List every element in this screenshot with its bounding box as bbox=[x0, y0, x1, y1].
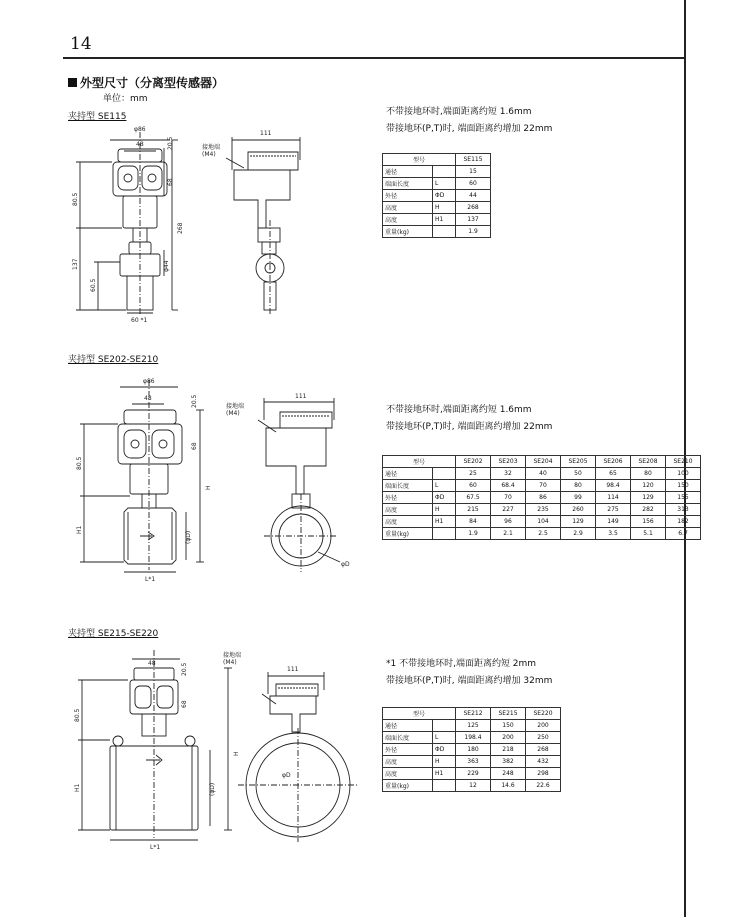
table-cell: 248 bbox=[491, 768, 526, 780]
table-cell: 86 bbox=[526, 492, 561, 504]
table-cell: H bbox=[433, 756, 456, 768]
table-cell: 70 bbox=[526, 480, 561, 492]
table-cell: 高度 bbox=[383, 768, 433, 780]
dim-label: φD bbox=[341, 561, 350, 568]
table-cell: 80 bbox=[631, 468, 666, 480]
dim-label: 接地端 bbox=[202, 144, 221, 151]
dim-label: 20.5 bbox=[191, 394, 198, 408]
drawing-se215-side bbox=[238, 672, 358, 842]
table-cell: 268 bbox=[526, 744, 561, 756]
table-cell: 高度 bbox=[383, 214, 433, 226]
table-cell: 260 bbox=[561, 504, 596, 516]
table-cell: 182 bbox=[666, 516, 701, 528]
dim-label: 137 bbox=[72, 258, 79, 270]
table-cell: 40 bbox=[526, 468, 561, 480]
table-cell: 313 bbox=[666, 504, 701, 516]
table-header-cell: SE212 bbox=[456, 708, 491, 720]
table-cell: 外径 bbox=[383, 492, 433, 504]
table-cell: L bbox=[433, 732, 456, 744]
table-cell: 高度 bbox=[383, 504, 433, 516]
table-cell: 重量(kg) bbox=[383, 780, 433, 792]
dim-label: 80.5 bbox=[76, 456, 83, 470]
table-cell: 198.4 bbox=[456, 732, 491, 744]
dim-label: 80.5 bbox=[72, 192, 79, 206]
table-cell: 65 bbox=[596, 468, 631, 480]
dim-label: H1 bbox=[76, 525, 83, 534]
table-cell: 重量(kg) bbox=[383, 226, 433, 238]
table-header-cell: SE206 bbox=[596, 456, 631, 468]
table-cell: 268 bbox=[456, 202, 491, 214]
table-header-cell: SE215 bbox=[491, 708, 526, 720]
table-cell: 6.7 bbox=[666, 528, 701, 540]
table-cell: L bbox=[433, 480, 456, 492]
dim-label: (M4) bbox=[202, 151, 216, 158]
table-cell: H bbox=[433, 202, 456, 214]
table-cell: 250 bbox=[526, 732, 561, 744]
table-cell: 432 bbox=[526, 756, 561, 768]
table-cell: 2.5 bbox=[526, 528, 561, 540]
note-line: 带接地环(P,T)时, 端面距离约增加 32mm bbox=[386, 676, 553, 686]
dim-label: (φD) bbox=[185, 530, 192, 544]
table-cell: 通径 bbox=[383, 720, 433, 732]
table-cell: 12 bbox=[456, 780, 491, 792]
table-cell: 重量(kg) bbox=[383, 528, 433, 540]
table-cell: 80 bbox=[561, 480, 596, 492]
table-header-cell: SE205 bbox=[561, 456, 596, 468]
table-cell: L bbox=[433, 178, 456, 190]
table-cell: 22.6 bbox=[526, 780, 561, 792]
table-cell: 218 bbox=[491, 744, 526, 756]
dim-label: 60 *1 bbox=[131, 317, 148, 324]
table-header-cell: SE115 bbox=[456, 154, 491, 166]
table-cell: 高度 bbox=[383, 756, 433, 768]
table-cell: 25 bbox=[456, 468, 491, 480]
dim-label: 80.5 bbox=[74, 708, 81, 722]
table-header-cell: SE210 bbox=[666, 456, 701, 468]
table-cell: 98.4 bbox=[596, 480, 631, 492]
dim-label: φ44 bbox=[163, 260, 170, 272]
table-cell: 端面长度 bbox=[383, 178, 433, 190]
dim-label: (M4) bbox=[226, 410, 240, 417]
unit-label: 单位：mm bbox=[103, 94, 148, 104]
table-cell: H1 bbox=[433, 516, 456, 528]
table-cell: 100 bbox=[666, 468, 701, 480]
dim-label: H1 bbox=[74, 783, 81, 792]
table-cell: 150 bbox=[666, 480, 701, 492]
table-header-cell: SE203 bbox=[491, 456, 526, 468]
table-cell: 229 bbox=[456, 768, 491, 780]
note-line: 带接地环(P,T)时, 端面距离约增加 22mm bbox=[386, 124, 553, 134]
table-cell: 99 bbox=[561, 492, 596, 504]
table-header-cell: SE220 bbox=[526, 708, 561, 720]
table-cell: 通径 bbox=[383, 166, 433, 178]
note-line: *1 不带接地环时,端面距离约短 2mm bbox=[386, 659, 537, 669]
section-title-se202: 夹持型 SE202-SE210 bbox=[68, 355, 159, 365]
table-cell: 2.9 bbox=[561, 528, 596, 540]
table-header-cell: 型号 bbox=[383, 708, 456, 720]
dim-label: 68 bbox=[167, 178, 174, 186]
table-cell: 275 bbox=[596, 504, 631, 516]
dim-label: 268 bbox=[177, 222, 184, 234]
note-line: 不带接地环时,端面距离约短 1.6mm bbox=[386, 405, 532, 415]
dim-label: φ86 bbox=[134, 126, 146, 133]
table-cell: 114 bbox=[596, 492, 631, 504]
dim-label: 接地端 bbox=[223, 652, 242, 659]
table-cell: 150 bbox=[491, 720, 526, 732]
table-cell: 155 bbox=[666, 492, 701, 504]
page-number: 14 bbox=[70, 34, 92, 54]
table-cell: 高度 bbox=[383, 516, 433, 528]
dim-label: (φD) bbox=[209, 782, 216, 796]
table-cell: 15 bbox=[456, 166, 491, 178]
table-cell: 156 bbox=[631, 516, 666, 528]
dim-label: 111 bbox=[287, 666, 299, 673]
dim-label: 20.5 bbox=[167, 136, 174, 150]
drawing-se215-front bbox=[78, 650, 232, 840]
dim-label: L*1 bbox=[145, 576, 156, 583]
table-cell: 端面长度 bbox=[383, 732, 433, 744]
table-cell: 67.5 bbox=[456, 492, 491, 504]
table-cell: 60 bbox=[456, 178, 491, 190]
table-cell: ΦD bbox=[433, 190, 456, 202]
table-cell: 180 bbox=[456, 744, 491, 756]
table-header-cell: 型号 bbox=[383, 154, 456, 166]
table-cell: 149 bbox=[596, 516, 631, 528]
drawing-se202-side bbox=[258, 398, 340, 572]
table-cell: 104 bbox=[526, 516, 561, 528]
table-header-cell: SE202 bbox=[456, 456, 491, 468]
table-cell: 96 bbox=[491, 516, 526, 528]
table-cell: 227 bbox=[491, 504, 526, 516]
dim-label: 111 bbox=[260, 130, 272, 137]
table-cell: 68.4 bbox=[491, 480, 526, 492]
drawing-se115-side bbox=[226, 137, 300, 315]
table-cell: 44 bbox=[456, 190, 491, 202]
table-cell: 外径 bbox=[383, 744, 433, 756]
table-cell: H1 bbox=[433, 768, 456, 780]
table-cell: 70 bbox=[491, 492, 526, 504]
table-cell: ΦD bbox=[433, 744, 456, 756]
table-cell: 235 bbox=[526, 504, 561, 516]
dim-label: 111 bbox=[295, 393, 307, 400]
table-cell: 200 bbox=[526, 720, 561, 732]
table-cell: 137 bbox=[456, 214, 491, 226]
table-cell: 125 bbox=[456, 720, 491, 732]
table-cell: 5.1 bbox=[631, 528, 666, 540]
dim-label: 20.5 bbox=[181, 662, 188, 676]
table-cell: 14.6 bbox=[491, 780, 526, 792]
table-cell: 1.9 bbox=[456, 226, 491, 238]
table-cell: 282 bbox=[631, 504, 666, 516]
section-title-se215: 夹持型 SE215-SE220 bbox=[68, 629, 159, 639]
heading-title: 外型尺寸（分离型传感器） bbox=[80, 76, 225, 90]
table-cell: 129 bbox=[631, 492, 666, 504]
table-cell: 外径 bbox=[383, 190, 433, 202]
table-cell: 高度 bbox=[383, 202, 433, 214]
table-cell: 84 bbox=[456, 516, 491, 528]
note-line: 带接地环(P,T)时, 端面距离约增加 22mm bbox=[386, 422, 553, 432]
table-cell: 端面长度 bbox=[383, 480, 433, 492]
dim-label: (M4) bbox=[223, 659, 237, 666]
table-cell: 298 bbox=[526, 768, 561, 780]
section-title-se115: 夹持型 SE115 bbox=[68, 112, 127, 122]
table-cell: 通径 bbox=[383, 468, 433, 480]
dim-label: L*1 bbox=[150, 844, 161, 851]
note-line: 不带接地环时,端面距离约短 1.6mm bbox=[386, 107, 532, 117]
table-cell: 32 bbox=[491, 468, 526, 480]
table-cell: 200 bbox=[491, 732, 526, 744]
table-cell: 363 bbox=[456, 756, 491, 768]
table-cell: ΦD bbox=[433, 492, 456, 504]
dim-label: 48 bbox=[148, 660, 156, 667]
table-cell: 215 bbox=[456, 504, 491, 516]
dim-label: H bbox=[233, 751, 240, 756]
table-cell: 60 bbox=[456, 480, 491, 492]
table-header-cell: SE204 bbox=[526, 456, 561, 468]
dim-label: 接地端 bbox=[226, 403, 245, 410]
table-header-cell: SE208 bbox=[631, 456, 666, 468]
dim-label: 48 bbox=[144, 395, 152, 402]
table-cell: 1.9 bbox=[456, 528, 491, 540]
table-cell: 2.1 bbox=[491, 528, 526, 540]
table-cell: 50 bbox=[561, 468, 596, 480]
table-header-cell: 型号 bbox=[383, 456, 456, 468]
dim-label: 68 bbox=[181, 700, 188, 708]
table-cell: 382 bbox=[491, 756, 526, 768]
table-cell: 129 bbox=[561, 516, 596, 528]
table-cell: 3.5 bbox=[596, 528, 631, 540]
dim-label: 60.5 bbox=[90, 278, 97, 292]
table-cell: 120 bbox=[631, 480, 666, 492]
dim-label: H bbox=[205, 485, 212, 490]
table-cell: H1 bbox=[433, 214, 456, 226]
dim-label: φD bbox=[282, 772, 291, 779]
dim-label: 68 bbox=[191, 442, 198, 450]
table-cell: H bbox=[433, 504, 456, 516]
dim-label: 48 bbox=[136, 141, 144, 148]
dim-label: φ86 bbox=[143, 378, 155, 385]
